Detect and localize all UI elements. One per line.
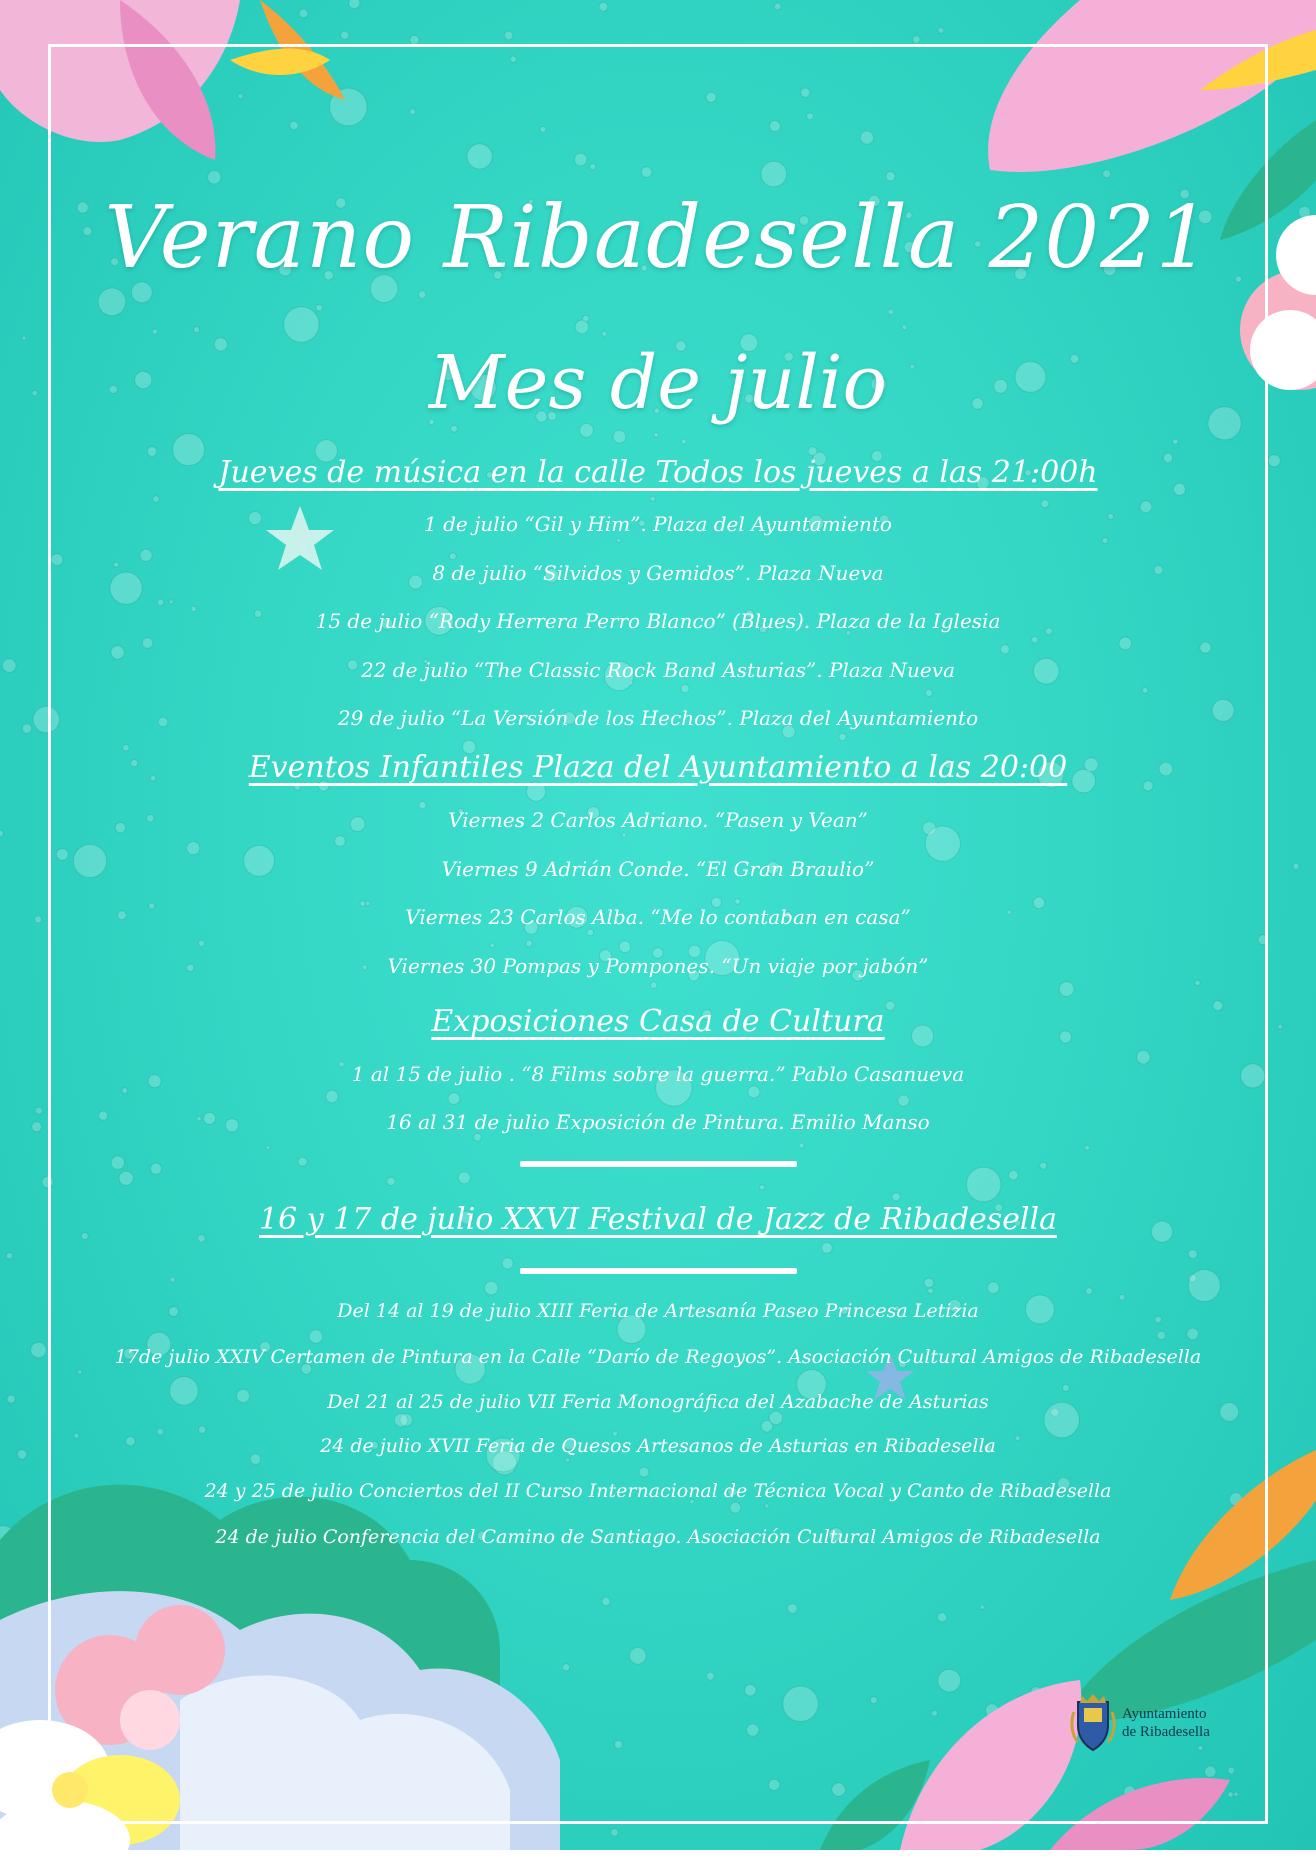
kids-item: Viernes 9 Adrián Conde. “El Gran Braulio”: [441, 857, 875, 881]
exhibitions-section-heading: Exposiciones Casa de Cultura: [431, 1004, 885, 1039]
kids-item: Viernes 2 Carlos Adriano. “Pasen y Vean”: [448, 808, 868, 832]
other-event-item: 17de julio XXIV Certamen de Pintura en la Calle “Darío de Regoyos”. Asociación Cultural Amigos de Ribadesella: [114, 1346, 1202, 1368]
logo-line-1: Ayuntamiento: [1122, 1706, 1207, 1722]
music-item: 22 de julio “The Classic Rock Band Asturias”. Plaza Nueva: [360, 658, 955, 682]
divider-line: [520, 1161, 797, 1167]
poster-subtitle: Mes de julio: [428, 340, 888, 426]
poster-title: Verano Ribadesella 2021: [104, 188, 1212, 288]
other-event-item: 24 de julio Conferencia del Camino de Santiago. Asociación Cultural Amigos de Ribadesella: [215, 1526, 1101, 1548]
other-event-item: 24 de julio XVII Feria de Quesos Artesanos de Asturias en Ribadesella: [320, 1435, 996, 1457]
exhibition-item: 1 al 15 de julio . “8 Films sobre la guerra.” Pablo Casanueva: [351, 1062, 965, 1086]
music-section-heading: Jueves de música en la calle Todos los jueves a las 21:00h: [218, 455, 1098, 490]
white-frame-border: [48, 44, 1268, 1824]
other-event-item: Del 21 al 25 de julio VII Feria Monográfica del Azabache de Asturias: [327, 1391, 989, 1413]
kids-section-heading: Eventos Infantiles Plaza del Ayuntamiento a las 20:00: [248, 750, 1068, 785]
ayuntamiento-logo: [1070, 1688, 1270, 1758]
logo-line-2: de Ribadesella: [1122, 1724, 1210, 1740]
coat-of-arms-icon: [1070, 1692, 1116, 1752]
kids-item: Viernes 30 Pompas y Pompones. “Un viaje por jabón”: [387, 954, 929, 978]
music-item: 8 de julio “Silvidos y Gemidos”. Plaza Nueva: [432, 561, 884, 585]
other-event-item: 24 y 25 de julio Conciertos del II Curso Internacional de Técnica Vocal y Canto de Ribadesella: [204, 1480, 1112, 1502]
jazz-festival-heading: 16 y 17 de julio XXVI Festival de Jazz de Ribadesella: [258, 1202, 1058, 1237]
divider-line: [520, 1268, 797, 1274]
music-item: 29 de julio “La Versión de los Hechos”. Plaza del Ayuntamiento: [337, 706, 979, 730]
music-item: 1 de julio “Gil y Him”. Plaza del Ayuntamiento: [424, 512, 892, 536]
exhibition-item: 16 al 31 de julio Exposición de Pintura. Emilio Manso: [386, 1110, 930, 1134]
other-event-item: Del 14 al 19 de julio XIII Feria de Artesanía Paseo Princesa Letizia: [337, 1300, 979, 1322]
kids-item: Viernes 23 Carlos Alba. “Me lo contaban en casa”: [405, 905, 911, 929]
music-item: 15 de julio “Rody Herrera Perro Blanco” (Blues). Plaza de la Iglesia: [315, 609, 1001, 633]
